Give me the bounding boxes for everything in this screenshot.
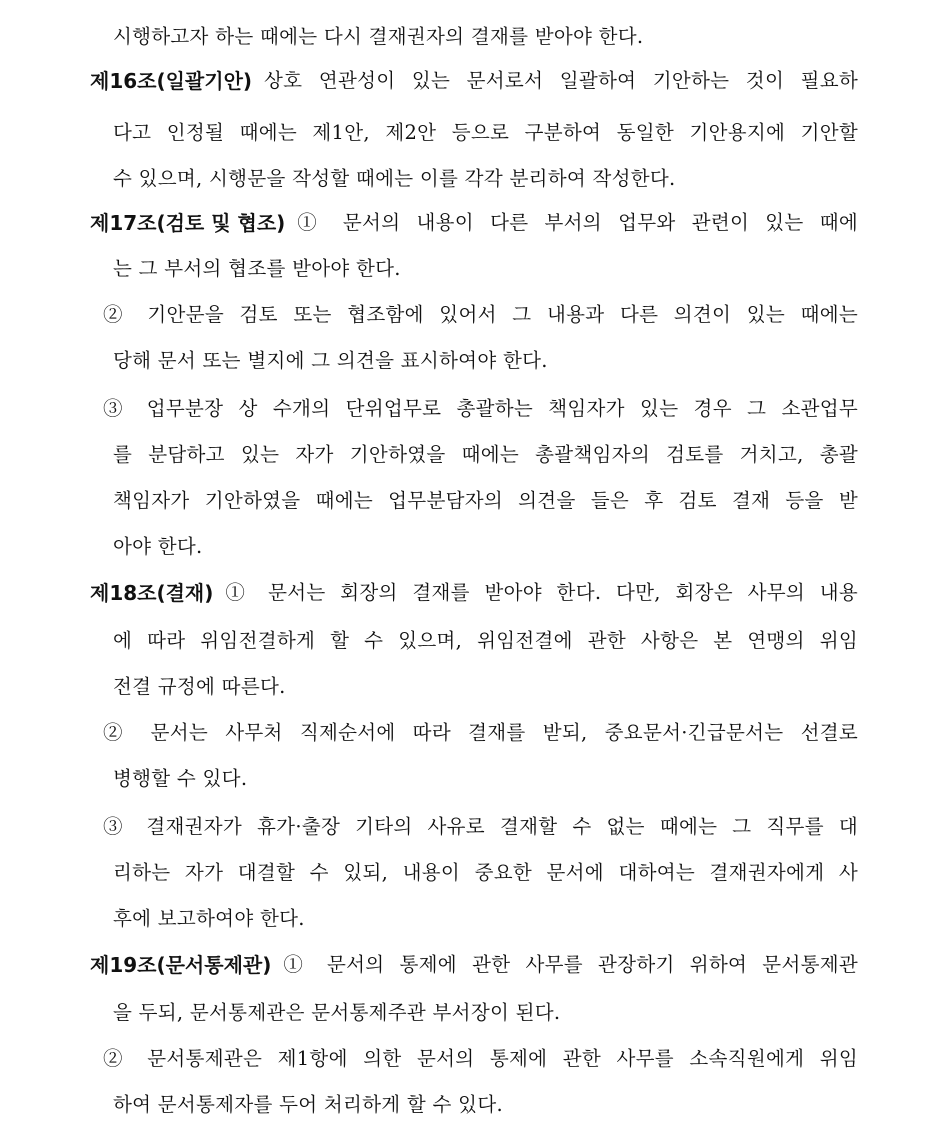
article-18-item-3-line-3: 후에 보고하여야 한다.: [113, 907, 305, 930]
article-17-title: 제17조(검토 및 협조): [90, 211, 286, 235]
intro-line: 시행하고자 하는 때에는 다시 결재권자의 결재를 받아야 한다.: [113, 25, 644, 48]
article-16-title: 제16조(일괄기안): [90, 69, 253, 93]
article-18-title: 제18조(결재): [90, 581, 214, 605]
article-18-item-2-line-1: ② 문서는 사무처 직제순서에 따라 결재를 받되, 중요문서·긴급문서는 선결로: [103, 721, 858, 744]
article-18-line-1: ① 문서는 회장의 결재를 받아야 한다. 다만, 회장은 사무의 내용: [225, 581, 858, 604]
article-16-line-3: 수 있으며, 시행문을 작성할 때에는 이를 각각 분리하여 작성한다.: [113, 167, 676, 190]
article-17-item-2-line-2: 당해 문서 또는 별지에 그 의견을 표시하여야 한다.: [113, 349, 548, 372]
article-18-item-3-line-2: 리하는 자가 대결할 수 있되, 내용이 중요한 문서에 대하여는 결재권자에게 사: [113, 861, 858, 884]
article-19-item-2-line-2: 하여 문서통제자를 두어 처리하게 할 수 있다.: [113, 1093, 503, 1116]
article-18-heading-line: [90, 578, 858, 608]
article-17-item-3-line-4: 아야 한다.: [113, 535, 203, 558]
article-19-line-2: 을 두되, 문서통제관은 문서통제주관 부서장이 된다.: [113, 1001, 561, 1024]
article-17-line-2: 는 그 부서의 협조를 받아야 한다.: [113, 257, 401, 280]
article-17-item-3-line-3: 책임자가 기안하였을 때에는 업무분담자의 의견을 들은 후 검토 결재 등을 받: [113, 489, 858, 512]
article-16-heading-line: [90, 66, 858, 96]
article-17-line-1: ① 문서의 내용이 다른 부서의 업무와 관련이 있는 때에: [297, 211, 858, 234]
article-18-item-3-line-1: ③ 결재권자가 휴가·출장 기타의 사유로 결재할 수 없는 때에는 그 직무를 대: [103, 815, 858, 838]
article-17-heading-line: [90, 208, 858, 238]
article-19-title: 제19조(문서통제관): [90, 953, 272, 977]
article-19-line-1: ① 문서의 통제에 관한 사무를 관장하기 위하여 문서통제관: [283, 953, 858, 976]
article-19-item-2-line-1: ② 문서통제관은 제1항에 의한 문서의 통제에 관한 사무를 소속직원에게 위임: [103, 1047, 858, 1070]
article-18-item-2-line-2: 병행할 수 있다.: [113, 767, 248, 790]
article-17-item-3-line-2: 를 분담하고 있는 자가 기안하였을 때에는 총괄책임자의 검토를 거치고, 총괄: [113, 443, 858, 466]
article-17-item-3-line-1: ③ 업무분장 상 수개의 단위업무로 총괄하는 책임자가 있는 경우 그 소관업무: [103, 397, 858, 420]
article-19-heading-line: [90, 950, 858, 980]
article-18-line-2: 에 따라 위임전결하게 할 수 있으며, 위임전결에 관한 사항은 본 연맹의 위임: [113, 629, 858, 652]
article-17-item-2-line-1: ② 기안문을 검토 또는 협조함에 있어서 그 내용과 다른 의견이 있는 때에는: [103, 303, 858, 326]
article-16-line-2: 다고 인정될 때에는 제1안, 제2안 등으로 구분하여 동일한 기안용지에 기안할: [113, 121, 858, 144]
article-16-line-1: 상호 연관성이 있는 문서로서 일괄하여 기안하는 것이 필요하: [264, 69, 858, 92]
article-18-line-3: 전결 규정에 따른다.: [113, 675, 286, 698]
